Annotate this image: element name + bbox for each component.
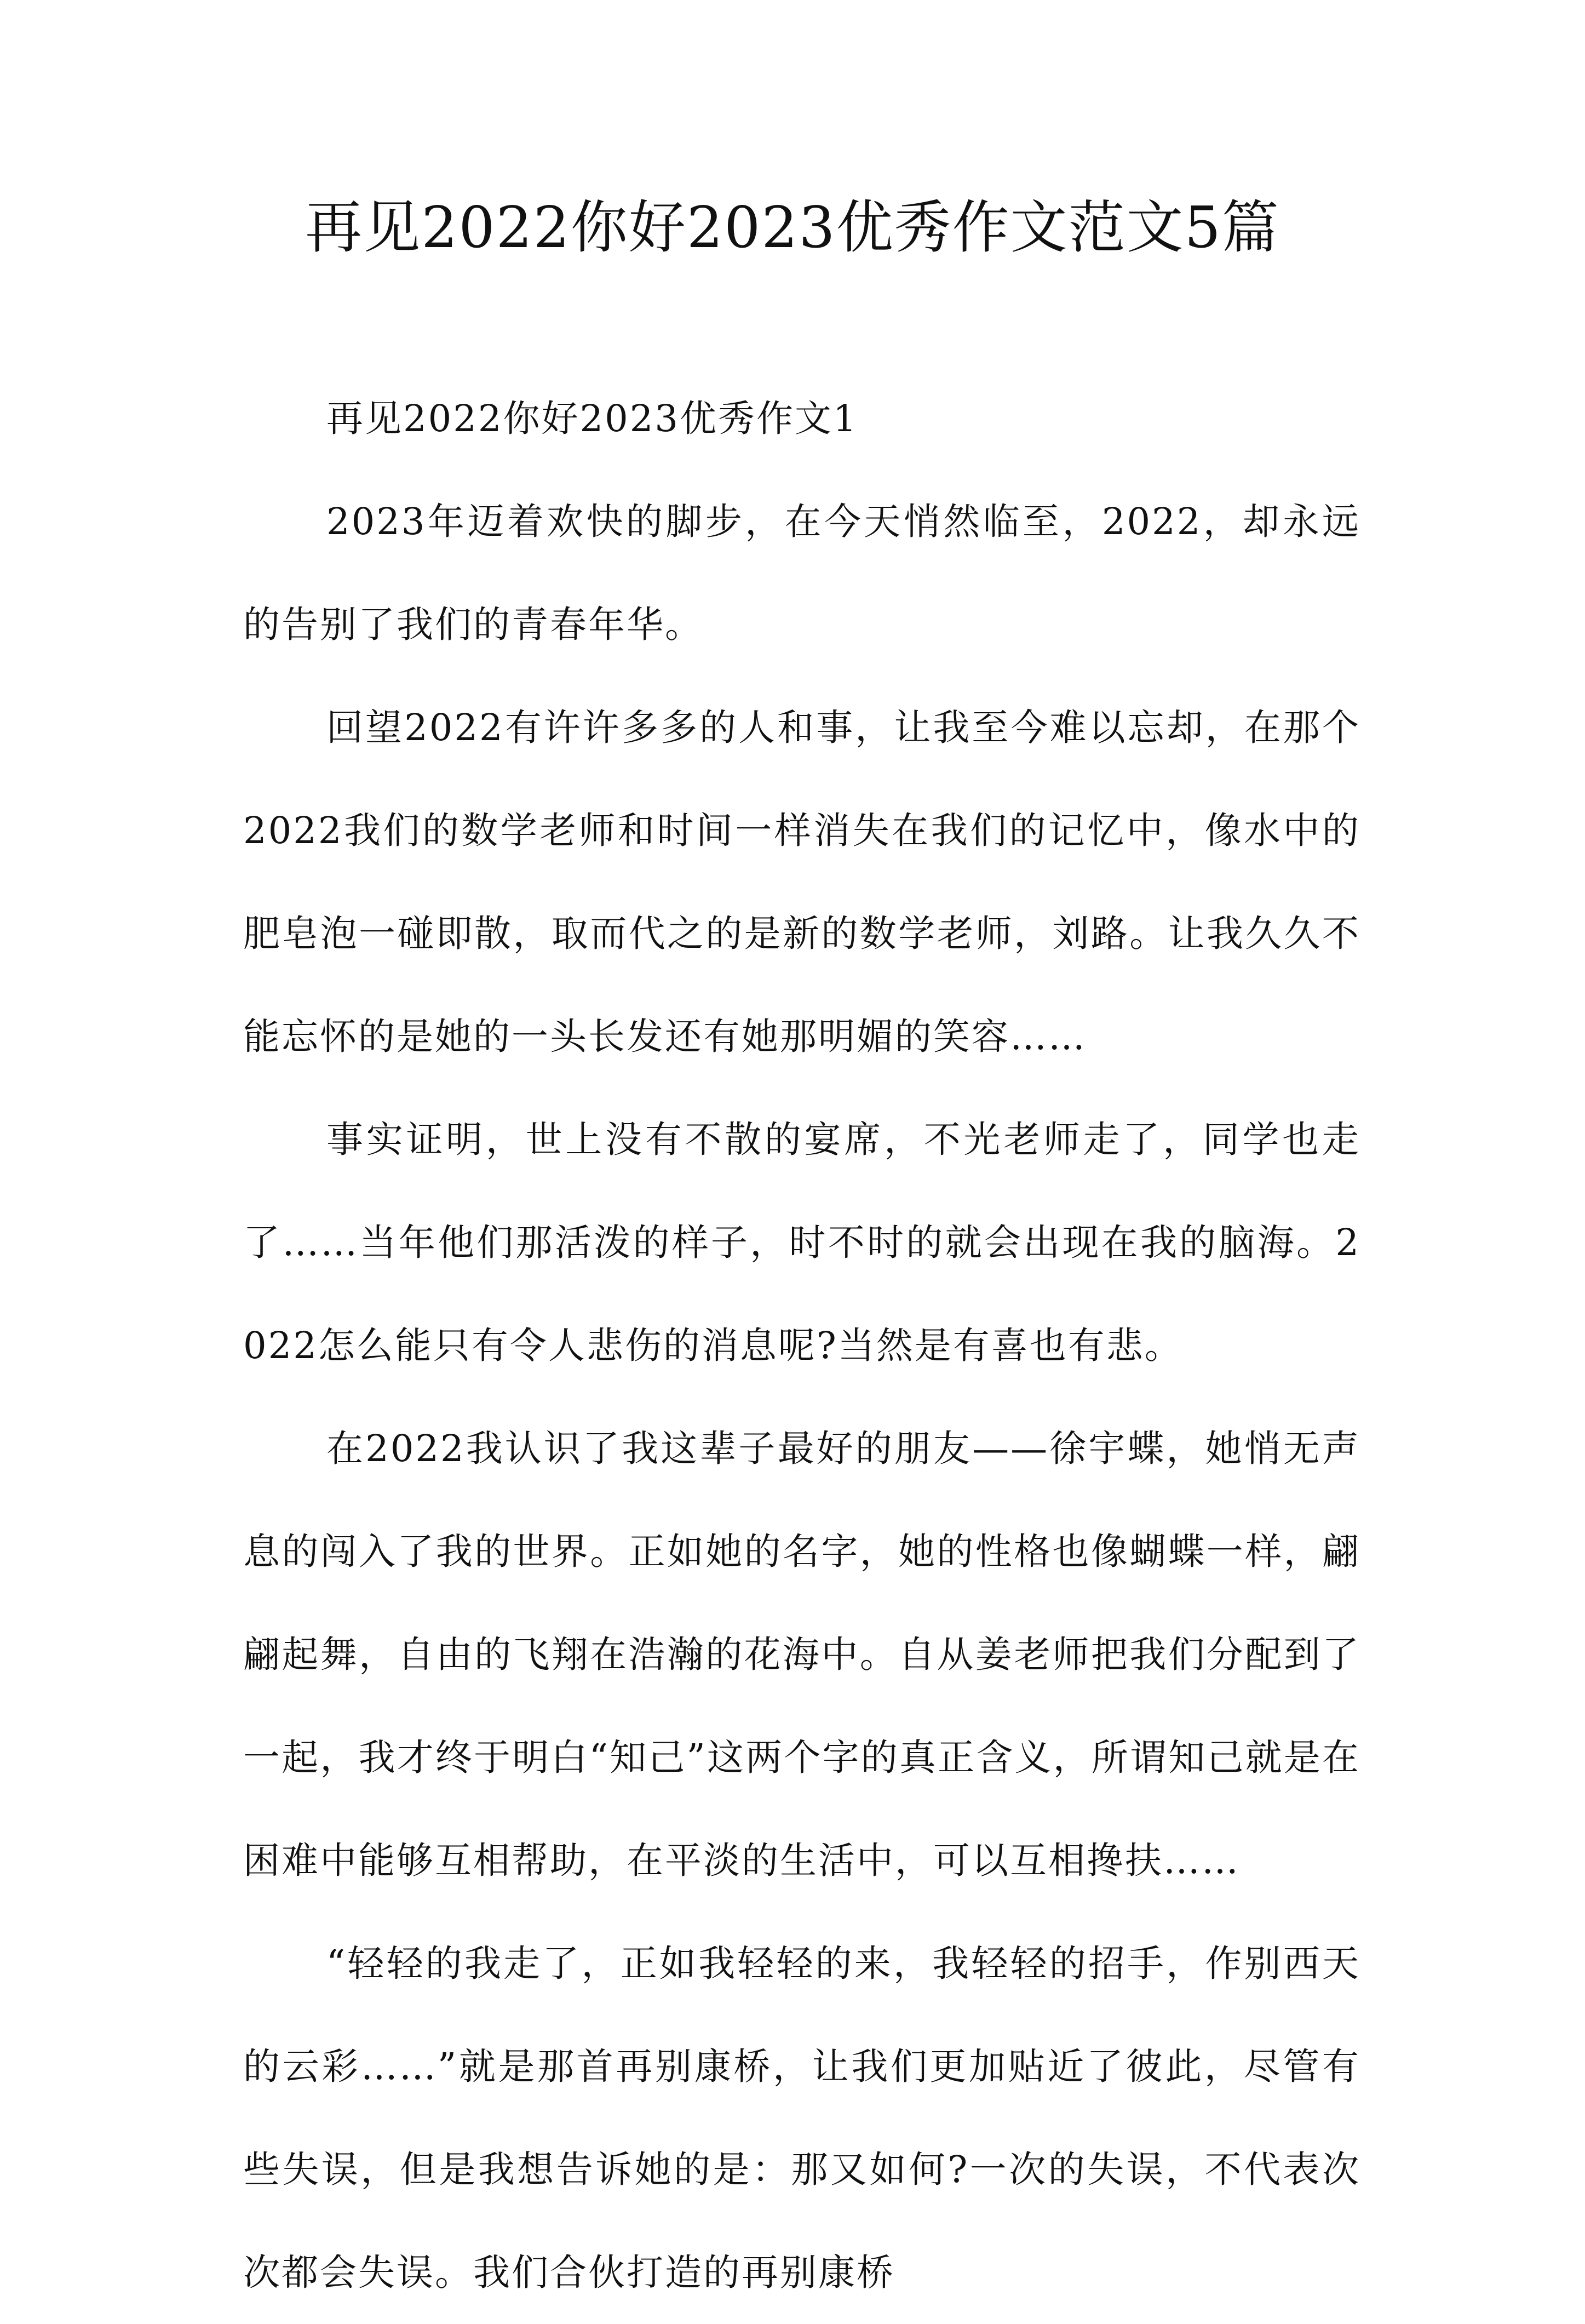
paragraph-1: 2023年迈着欢快的脚步，在今天悄然临至，2022，却永远的告别了我们的青春年华。 — [243, 500, 1360, 646]
document-body — [243, 367, 1360, 2324]
essay-subheading: 再见2022你好2023优秀作文1 — [326, 397, 858, 440]
paragraph-3: 事实证明，世上没有不散的宴席，不光老师走了，同学也走了……当年他们那活泼的样子，时不时的就会出现在我的脑海。2022怎么能只有令人悲伤的消息呢?当然是有喜也有悲。 — [243, 1118, 1361, 1367]
paragraph-4: 在2022我认识了我这辈子最好的朋友——徐宇蝶，她悄无声息的闯入了我的世界。正如她的名字，她的性格也像蝴蝶一样，翩翩起舞，自由的飞翔在浩瀚的花海中。自从姜老师把我们分配到了一起，我才终于明白“知己”这两个字的真正含义，所谓知己就是在困难中能够互相帮助，在平淡的生活中，可以互相搀扶…… — [243, 1427, 1360, 1882]
paragraph-2: 回望2022有许许多多的人和事，让我至今难以忘却，在那个2022我们的数学老师和时间一样消失在我们的记忆中，像水中的肥皂泡一碰即散，取而代之的是新的数学老师，刘路。让我久久不能忘怀的是她的一头长发还有她那明媚的笑容…… — [243, 706, 1360, 1058]
paragraph-5: “轻轻的我走了，正如我轻轻的来，我轻轻的招手，作别西天的云彩……”就是那首再别康桥，让我们更加贴近了彼此，尽管有些失误，但是我想告诉她的是：那又如何?一次的失误，不代表次次都会失误。我们合伙打造的再别康桥 — [243, 1942, 1360, 2294]
document-title: 再见2022你好2023优秀作文范文5篇 — [305, 194, 1280, 261]
